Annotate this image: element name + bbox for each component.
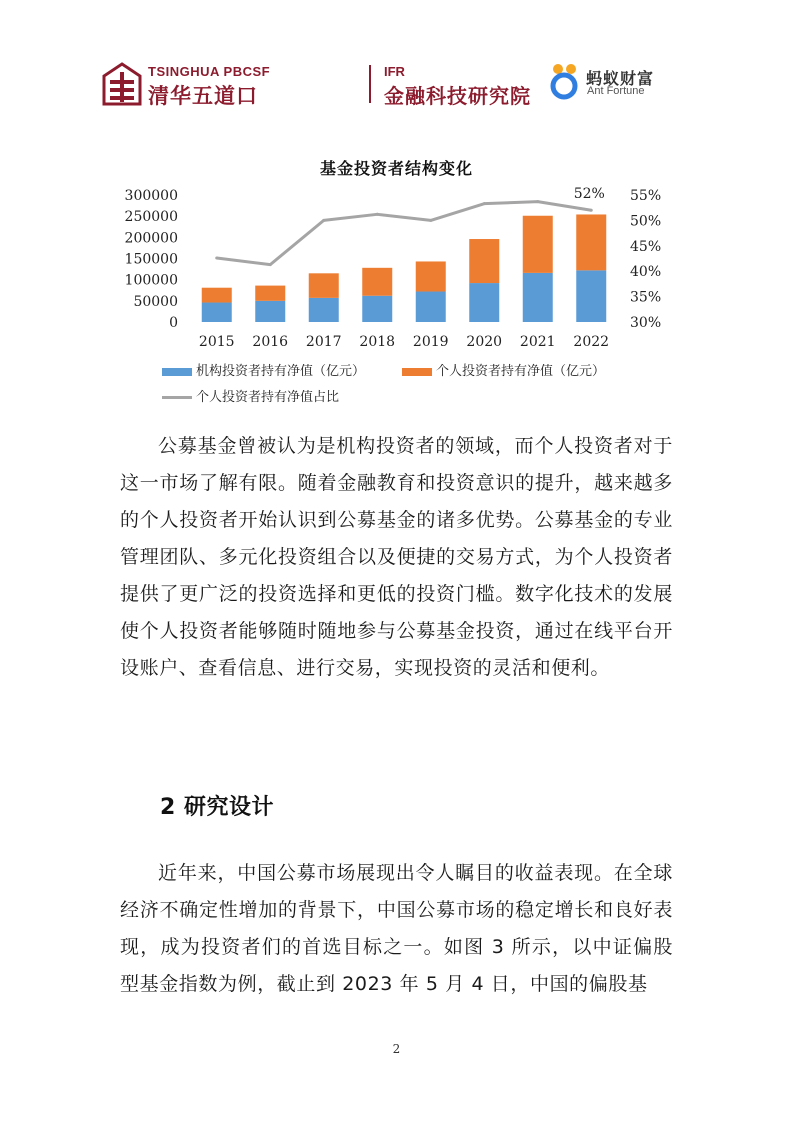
bar-institutional <box>362 296 392 322</box>
bar-individual <box>362 268 392 296</box>
line-point <box>215 256 218 259</box>
bar-institutional <box>523 273 553 322</box>
bar-individual <box>255 286 285 301</box>
fund-investor-structure-chart <box>0 0 793 420</box>
bar-institutional <box>309 298 339 322</box>
legend-swatch-individual <box>402 368 432 376</box>
line-point <box>269 263 272 266</box>
x-tick-label: 2019 <box>412 334 449 350</box>
bar-individual <box>576 214 606 270</box>
line-point <box>536 200 539 203</box>
line-point <box>590 209 593 212</box>
y-left-tick-label: 150000 <box>124 251 178 268</box>
ant-fortune-text-cn: 蚂蚁财富 <box>586 69 655 88</box>
legend-item-institutional <box>162 360 365 379</box>
y-left-tick-label: 250000 <box>124 209 178 226</box>
y-right-tick-label: 50% <box>630 213 662 230</box>
bar-individual <box>416 261 446 291</box>
x-tick-label: 2022 <box>573 334 610 350</box>
legend-line-individual-share <box>162 396 192 399</box>
y-right-tick-label: 45% <box>630 238 662 255</box>
paragraph-1: 公募基金曾被认为是机构投资者的领域，而个人投资者对于这一市场了解有限。随着金融教育和投资意识的提升，越来越多的个人投资者开始认识到公募基金的诸多优势。公募基金的专业管理团队、多元化投资组合以及便捷的交易方式，为个人投资者提供了更广泛的投资选择和更低的投资门槛。数字化技术的发展使个人投资者能够随时随地参与公募基金投资，通过在线平台开设账户、查看信息、进行交易，实现投资的灵活和便利。 <box>120 435 673 679</box>
bar-individual <box>469 239 499 283</box>
x-tick-label: 2020 <box>466 334 503 350</box>
line-point <box>322 219 325 222</box>
data-label-2022-share: 52% <box>573 186 605 203</box>
y-right-tick-label: 40% <box>630 264 662 281</box>
y-left-tick-label: 50000 <box>133 293 178 310</box>
bar-institutional <box>202 303 232 322</box>
y-left-tick-label: 200000 <box>124 230 178 247</box>
institute-text-en: IFR <box>384 64 405 79</box>
x-tick-label: 2018 <box>359 334 396 350</box>
bar-institutional <box>255 301 285 322</box>
institute-text-cn: 金融科技研究院 <box>384 84 531 108</box>
legend-label-institutional: 机构投资者持有净值（亿元） <box>196 364 366 379</box>
legend-swatch-institutional <box>162 368 192 376</box>
y-left-tick-label: 0 <box>169 315 178 331</box>
logo-text-cn: 清华五道口 <box>148 84 258 108</box>
x-tick-label: 2021 <box>519 334 556 350</box>
bar-individual <box>309 273 339 298</box>
legend-label-individual-share: 个人投资者持有净值占比 <box>196 390 340 405</box>
legend-item-individual <box>402 360 605 379</box>
bar-institutional <box>469 283 499 322</box>
bar-institutional <box>416 292 446 322</box>
logo-text-en: TSINGHUA PBCSF <box>148 64 271 79</box>
line-point <box>376 213 379 216</box>
legend-label-individual: 个人投资者持有净值（亿元） <box>436 364 606 379</box>
y-right-tick-label: 55% <box>630 188 662 204</box>
ant-fortune-text-en: Ant Fortune <box>587 85 645 97</box>
chart-title: 基金投资者结构变化 <box>319 159 473 178</box>
y-right-tick-label: 30% <box>630 315 662 331</box>
legend-item-individual-share <box>162 386 339 405</box>
page-number: 2 <box>392 1042 401 1056</box>
bar-institutional <box>576 270 606 322</box>
x-tick-label: 2017 <box>305 334 342 350</box>
bar-individual <box>202 288 232 303</box>
line-point <box>483 202 486 205</box>
x-tick-label: 2016 <box>252 334 289 350</box>
y-left-tick-label: 300000 <box>124 188 178 204</box>
section-heading: 2 研究设计 <box>160 795 274 820</box>
y-right-tick-label: 35% <box>630 289 662 306</box>
bar-individual <box>523 216 553 273</box>
paragraph-2: 近年来，中国公募市场展现出令人瞩目的收益表现。在全球经济不确定性增加的背景下，中国公募市场的稳定增长和良好表现，成为投资者们的首选目标之一。如图 3 所示，以中证偏股型基金指数为例，截止到 2023 年 5 月 4 日，中国的偏股基 <box>120 862 673 995</box>
x-tick-label: 2015 <box>198 334 235 350</box>
y-left-tick-label: 100000 <box>124 272 178 289</box>
line-point <box>429 219 432 222</box>
